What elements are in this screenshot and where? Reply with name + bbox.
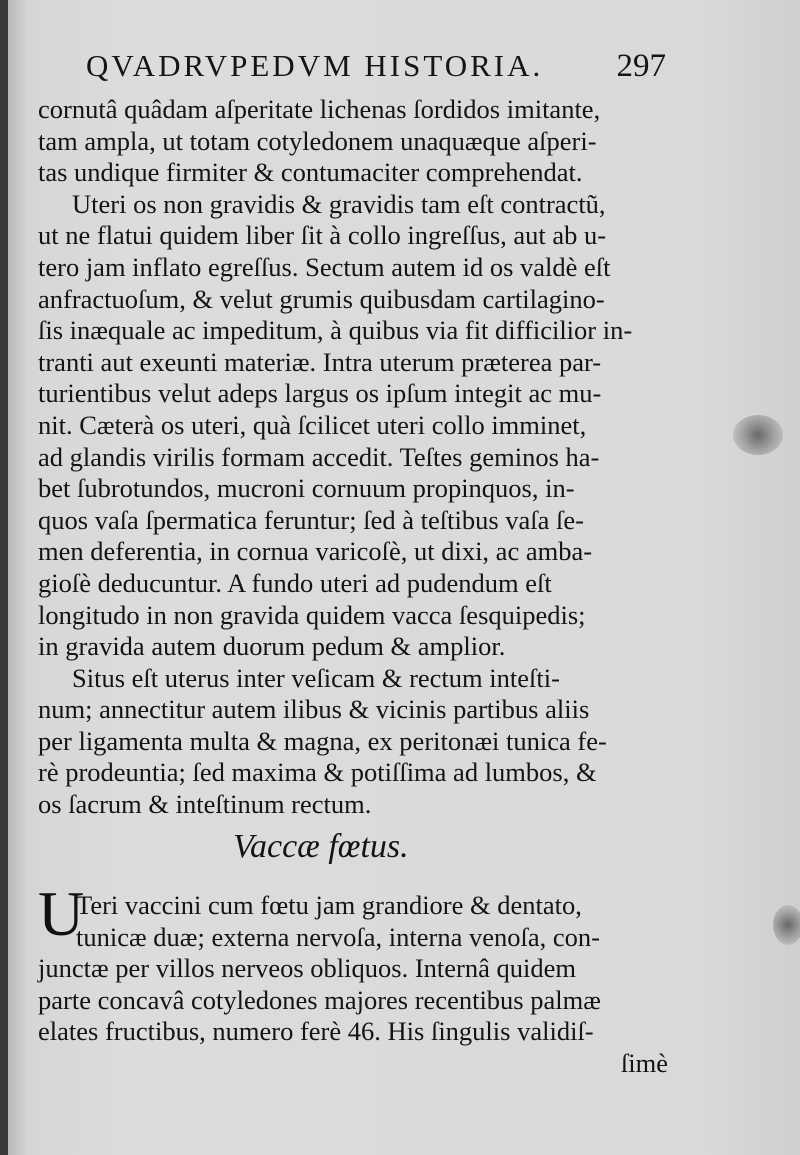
page-number: 297 xyxy=(616,48,666,84)
text-line: elates fructibus, numero ferè 46. His ſingulis validiſ- xyxy=(38,1016,594,1047)
running-head: QVADRVPEDVM HISTORIA. xyxy=(86,48,544,83)
text-line: tunicæ duæ; externa nervoſa, interna venoſa, con- xyxy=(76,921,600,952)
text-line: Situs eſt uterus inter veſicam & rectum inteſti- xyxy=(72,662,560,693)
text-line: os ſacrum & inteſtinum rectum. xyxy=(38,789,372,820)
section-title: Vaccæ fœtus. xyxy=(233,828,409,865)
text-line: Teri vaccini cum fœtu jam grandiore & dentato, xyxy=(76,890,582,920)
text-line: quos vaſa ſpermatica feruntur; ſed à teſtibus vaſa ſe- xyxy=(38,504,584,535)
section-text xyxy=(38,890,668,1080)
ink-stain xyxy=(733,415,783,455)
text-line: bet ſubrotundos, mucroni cornuum propinquos, in- xyxy=(38,473,575,504)
text-line: ut ne flatui quidem liber ſit à collo ingreſſus, aut ab u- xyxy=(38,220,607,251)
book-gutter xyxy=(0,0,8,1155)
text-line: in gravida autem duorum pedum & amplior. xyxy=(38,631,506,662)
text-line: gioſè deducuntur. A fundo uteri ad pudendum eſt xyxy=(38,567,552,598)
text-line: tero jam inflato egreſſus. Sectum autem id os valdè eſt xyxy=(38,251,611,282)
text-line: anfractuoſum, & velut grumis quibusdam cartilagino- xyxy=(38,283,605,314)
text-line: parte concavâ cotyledones majores recentibus palmæ xyxy=(38,984,601,1015)
paragraph xyxy=(38,94,668,189)
drop-cap: U xyxy=(38,878,85,949)
text-line: num; annectitur autem ilibus & vicinis partibus aliis xyxy=(38,694,590,725)
text-line: tranti aut exeunti materiæ. Intra uterum præterea par- xyxy=(38,346,602,377)
main-text xyxy=(38,94,668,821)
text-line: tam ampla, ut totam cotyledonem unaquæque aſperi- xyxy=(38,125,597,156)
text-line: longitudo in non gravida quidem vacca ſesquipedis; xyxy=(38,599,586,630)
text-line: turientibus velut adeps largus os ipſum integit ac mu- xyxy=(38,378,602,409)
text-line: nit. Cæterà os uteri, quà ſcilicet uteri collo imminet, xyxy=(38,409,587,440)
text-line: tas undique firmiter & contumaciter comprehendat. xyxy=(38,157,583,188)
page-header xyxy=(86,48,666,92)
paragraph xyxy=(38,663,668,821)
paragraph xyxy=(38,189,668,663)
text-line: cornutâ quâdam aſperitate lichenas ſordidos imitante, xyxy=(38,94,601,124)
book-page xyxy=(8,0,800,1155)
text-line: ad glandis virilis formam accedit. Teſtes geminos ha- xyxy=(38,441,600,472)
ink-stain xyxy=(773,905,800,945)
text-line: rè prodeuntia; ſed maxima & potiſſima ad lumbos, & xyxy=(38,757,597,788)
text-line: men deferentia, in cornua varicoſè, ut dixi, ac amba- xyxy=(38,536,593,567)
text-line: Uteri os non gravidis & gravidis tam eſt contractũ, xyxy=(72,188,606,219)
text-line: junctæ per villos nerveos obliquos. Internâ quidem xyxy=(38,953,576,984)
text-line: per ligamenta multa & magna, ex peritonæi tunica fe- xyxy=(38,725,607,756)
catchword: ſimè xyxy=(620,1047,668,1078)
text-line: ſis inæquale ac impeditum, à quibus via fit difficilior in- xyxy=(38,315,633,346)
